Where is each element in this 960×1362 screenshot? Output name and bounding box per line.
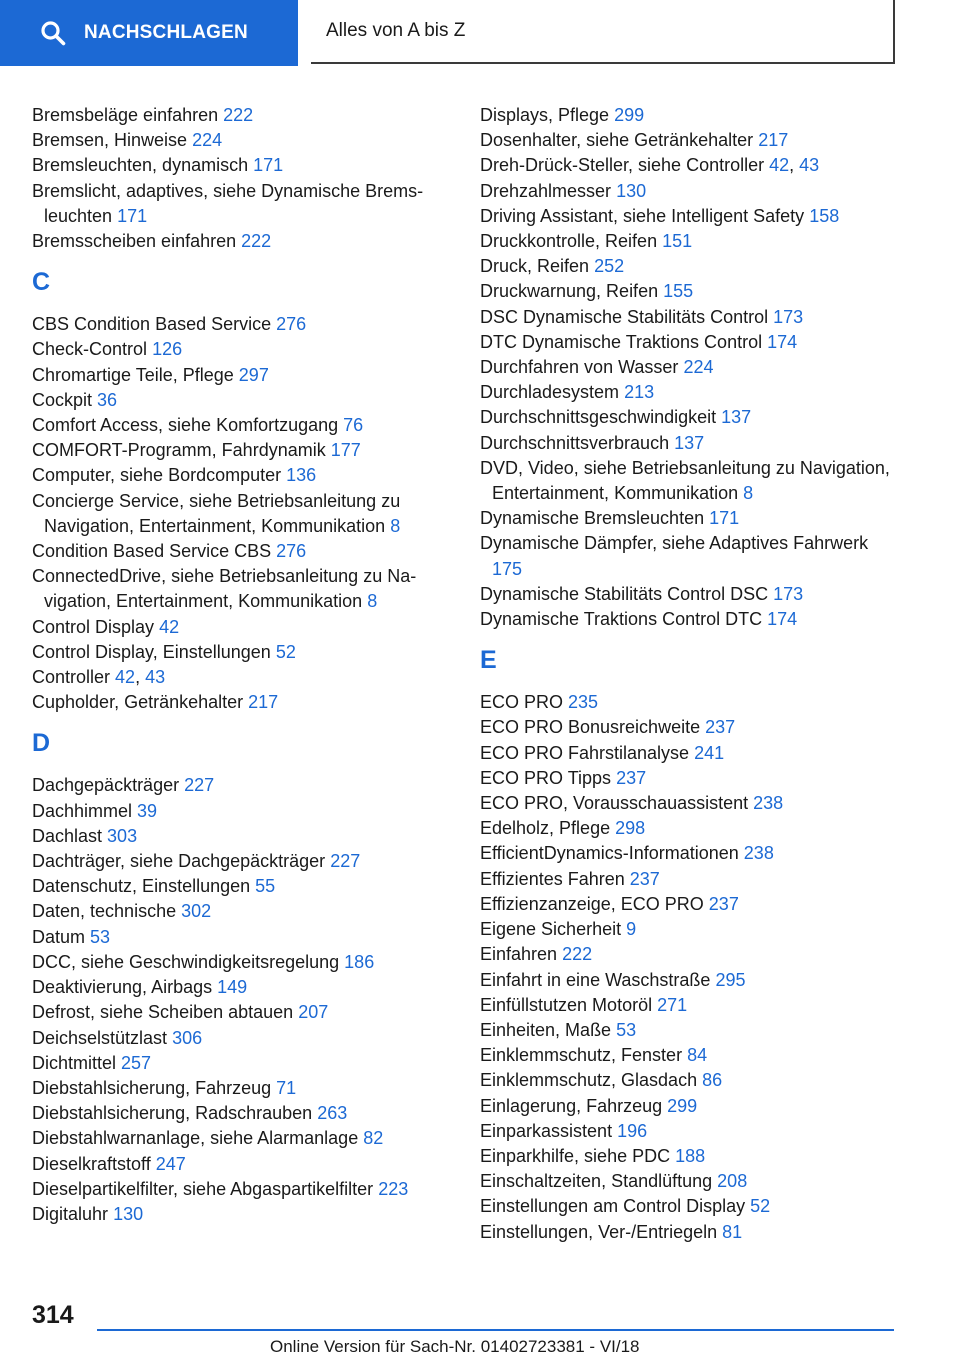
index-entry-term: ECO PRO — [480, 692, 564, 713]
page-reference-link[interactable]: 208 — [717, 1171, 748, 1192]
index-entry — [480, 993, 900, 1018]
index-entry-term: Concierge Service, siehe Betriebsanleitung zu Navigation, Entertainment, Kommunikation — [32, 490, 401, 536]
index-entry — [480, 791, 900, 816]
page-reference-link[interactable]: 295 — [715, 969, 746, 990]
index-column-left — [32, 103, 452, 1227]
index-entry — [32, 388, 452, 413]
index-entry — [480, 942, 900, 967]
page-reference-link[interactable]: 171 — [253, 155, 284, 176]
index-entry-term: Bremsleuchten, dynamisch — [32, 155, 249, 176]
index-entry-term: Einheiten, Maße — [480, 1019, 612, 1040]
index-entry-term: Condition Based Service CBS — [32, 541, 272, 562]
index-entry — [32, 690, 452, 715]
index-entry-term: Cockpit — [32, 389, 93, 410]
page-reference-link[interactable]: 8 — [367, 591, 378, 612]
index-entry — [32, 899, 452, 924]
index-entry-term: Dosenhalter, siehe Getränkehalter — [480, 130, 754, 151]
index-entry — [32, 849, 452, 874]
index-entry — [480, 741, 900, 766]
page-reference-link[interactable]: 222 — [241, 231, 272, 252]
page-separator: , — [135, 667, 146, 688]
index-entry — [480, 431, 900, 456]
page-reference-link[interactable]: 213 — [624, 382, 655, 403]
page-reference-link[interactable]: 42 — [769, 155, 790, 176]
index-entry-term: Deaktivierung, Airbags — [32, 977, 213, 998]
page-reference-link[interactable]: 171 — [709, 508, 740, 529]
page-reference-link[interactable]: 217 — [248, 692, 279, 713]
page-reference-link[interactable]: 276 — [276, 541, 307, 562]
index-entry — [32, 539, 452, 564]
index-entry — [480, 254, 900, 279]
index-entry-term: Dreh-Drück-Steller, siehe Controller — [480, 155, 765, 176]
index-entry — [32, 665, 452, 690]
page-reference-link[interactable]: 136 — [286, 465, 317, 486]
index-entry — [32, 337, 452, 362]
page-reference-link[interactable]: 9 — [626, 919, 637, 940]
index-entry — [480, 582, 900, 607]
index-entry-term: Displays, Pflege — [480, 105, 610, 125]
page-reference-link[interactable]: 252 — [594, 256, 625, 277]
index-entry-term: Dieselpartikelfilter, siehe Abgaspartikelfilter — [32, 1178, 374, 1199]
index-entry — [480, 715, 900, 740]
page-reference-link[interactable]: 82 — [363, 1128, 384, 1149]
index-entry-term: Einlagerung, Fahrzeug — [480, 1095, 663, 1116]
index-entry-term: Einklemmschutz, Glasdach — [480, 1070, 698, 1091]
index-entry — [480, 841, 900, 866]
footer-divider — [97, 1329, 894, 1331]
index-entry — [480, 330, 900, 355]
index-entry-term: Dachlast — [32, 825, 103, 846]
page-reference-link[interactable]: 76 — [343, 415, 364, 436]
index-entry — [480, 766, 900, 791]
page-reference-link[interactable]: 302 — [181, 901, 212, 922]
index-entry — [480, 128, 900, 153]
index-entry — [32, 413, 452, 438]
index-entry — [480, 1194, 900, 1219]
page-reference-link[interactable]: 297 — [238, 364, 269, 385]
online-version-note: Online Version für Sach-Nr. 01402723381 - VI/18 — [270, 1337, 640, 1356]
page-reference-link[interactable]: 53 — [90, 926, 111, 947]
index-entry — [32, 874, 452, 899]
index-entry — [480, 1043, 900, 1068]
page-reference-link[interactable]: 235 — [568, 692, 599, 713]
index-entry-term: Dynamische Bremsleuchten — [480, 508, 705, 529]
index-entry — [32, 489, 452, 539]
page-reference-link[interactable]: 237 — [705, 717, 736, 738]
index-entry — [480, 892, 900, 917]
page-reference-link[interactable]: 196 — [617, 1120, 648, 1141]
index-entry-term: DSC Dynamische Stabilitäts Control — [480, 306, 769, 327]
index-entry — [480, 380, 900, 405]
index-entry-term: Datum — [32, 926, 86, 947]
index-entry — [480, 229, 900, 254]
page-reference-link[interactable]: 175 — [492, 558, 523, 579]
index-entry-term: Dynamische Traktions Control DTC — [480, 609, 763, 630]
page-reference-link[interactable]: 217 — [758, 130, 789, 151]
page-reference-link[interactable]: 306 — [172, 1027, 203, 1048]
index-entry-term: Defrost, siehe Scheiben abtauen — [32, 1002, 294, 1023]
index-entry-term: Digitaluhr — [32, 1203, 109, 1224]
index-entry — [32, 1000, 452, 1025]
index-entry-term: Controller — [32, 667, 111, 688]
index-entry-term: Einparkassistent — [480, 1120, 613, 1141]
index-entry — [32, 153, 452, 178]
page-reference-link[interactable]: 303 — [107, 825, 138, 846]
index-entry — [480, 1169, 900, 1194]
index-entry — [32, 1202, 452, 1227]
index-entry — [480, 690, 900, 715]
page-reference-link[interactable]: 222 — [223, 105, 254, 125]
index-entry — [480, 1068, 900, 1093]
index-entry-term: Dachgepäckträger — [32, 775, 180, 796]
page-reference-link[interactable]: 42 — [159, 616, 180, 637]
index-entry — [32, 799, 452, 824]
index-entry — [32, 463, 452, 488]
page-reference-link[interactable]: 86 — [702, 1070, 723, 1091]
page-reference-link[interactable]: 227 — [330, 851, 361, 872]
page-reference-link[interactable]: 71 — [276, 1077, 297, 1098]
index-entry — [480, 204, 900, 229]
index-entry — [32, 363, 452, 388]
index-entry — [32, 564, 452, 614]
index-entry — [32, 1101, 452, 1126]
page-reference-link[interactable]: 227 — [184, 775, 215, 796]
tab-nachschlagen[interactable] — [0, 0, 298, 66]
page-reference-link[interactable]: 298 — [615, 818, 646, 839]
page-reference-link[interactable]: 241 — [694, 742, 725, 763]
index-entry-term: Druck, Reifen — [480, 256, 590, 277]
index-entry-term: COMFORT-Programm, Fahrdynamik — [32, 440, 326, 461]
index-entry — [32, 1026, 452, 1051]
index-entry-term: Durchfahren von Wasser — [480, 357, 679, 378]
page-reference-link[interactable]: 8 — [743, 483, 754, 504]
index-entry — [480, 153, 900, 178]
page-reference-link[interactable]: 149 — [217, 977, 248, 998]
page-reference-link[interactable]: 257 — [121, 1052, 152, 1073]
index-entry — [480, 917, 900, 942]
index-entry — [480, 1094, 900, 1119]
page-reference-link[interactable]: 43 — [799, 155, 820, 176]
index-entry — [32, 229, 452, 254]
index-entry — [32, 975, 452, 1000]
index-entry — [480, 506, 900, 531]
page-header — [0, 0, 960, 66]
index-entry — [32, 1177, 452, 1202]
tab-label: NACHSCHLAGEN — [84, 22, 248, 43]
index-entry-term: Drehzahlmesser — [480, 180, 612, 201]
index-entry-term: ConnectedDrive, siehe Betriebsanleitung zu Navigation, Entertainment, Kommunikation — [32, 566, 417, 612]
index-entry-term: Chromartige Teile, Pflege — [32, 364, 234, 385]
index-entry — [32, 438, 452, 463]
index-entry — [32, 950, 452, 975]
page-reference-link[interactable]: 174 — [767, 609, 798, 630]
index-entry — [32, 128, 452, 153]
page-reference-link[interactable]: 247 — [155, 1153, 186, 1174]
index-entry — [32, 1051, 452, 1076]
index-entry-term: Durchladesystem — [480, 382, 620, 403]
index-entry-term: Bremsbeläge einfahren — [32, 105, 219, 125]
index-entry-term: Durchschnittsgeschwindigkeit — [480, 407, 717, 428]
page-reference-link[interactable]: 271 — [657, 994, 688, 1015]
index-entry-term: Dichtmittel — [32, 1052, 117, 1073]
page-reference-link[interactable]: 237 — [708, 893, 739, 914]
index-entry-term: Einschaltzeiten, Standlüftung — [480, 1171, 713, 1192]
page-number: 314 — [32, 1301, 74, 1329]
index-entry — [480, 179, 900, 204]
page-reference-link[interactable]: 173 — [773, 583, 804, 604]
index-entry-term: Diebstahlsicherung, Fahrzeug — [32, 1077, 272, 1098]
page-reference-link[interactable]: 171 — [117, 205, 148, 226]
page-reference-link[interactable]: 173 — [773, 306, 804, 327]
index-entry — [480, 456, 900, 506]
page-reference-link[interactable]: 137 — [721, 407, 752, 428]
index-column-right — [480, 103, 900, 1245]
section-title: Alles von A bis Z — [311, 0, 895, 64]
page-reference-link[interactable]: 36 — [97, 389, 118, 410]
index-entry-term: Einparkhilfe, siehe PDC — [480, 1145, 671, 1166]
index-entry-term: Deichselstützlast — [32, 1027, 168, 1048]
page-reference-link[interactable]: 177 — [330, 440, 361, 461]
index-entry — [32, 640, 452, 665]
page-reference-link[interactable]: 237 — [616, 767, 647, 788]
index-entry — [480, 405, 900, 430]
index-entry — [480, 103, 900, 128]
page-reference-link[interactable]: 263 — [317, 1103, 348, 1124]
page-reference-link[interactable]: 39 — [137, 800, 158, 821]
search-icon — [40, 20, 66, 46]
page-reference-link[interactable]: 174 — [767, 331, 798, 352]
index-entry-term: Einfahren — [480, 944, 558, 965]
index-entry-term: Einklemmschutz, Fenster — [480, 1045, 683, 1066]
index-entry — [32, 103, 452, 128]
index-entry-term: EfficientDynamics-Informationen — [480, 843, 739, 864]
index-entry — [480, 607, 900, 632]
page-reference-link[interactable]: 188 — [675, 1145, 706, 1166]
index-entry — [480, 968, 900, 993]
index-entry-term: DTC Dynamische Traktions Control — [480, 331, 763, 352]
index-entry — [480, 305, 900, 330]
page-reference-link[interactable]: 158 — [809, 205, 840, 226]
page-reference-link[interactable]: 52 — [275, 641, 296, 662]
index-entry-term: Einstellungen am Control Display — [480, 1196, 746, 1217]
page-reference-link[interactable]: 81 — [722, 1221, 743, 1242]
page-reference-link[interactable]: 276 — [276, 314, 307, 335]
index-entry — [32, 1152, 452, 1177]
page-reference-link[interactable]: 126 — [152, 339, 183, 360]
page-reference-link[interactable]: 84 — [687, 1045, 708, 1066]
index-entry-term: Dynamische Stabilitäts Control DSC — [480, 583, 769, 604]
page-separator: , — [789, 155, 800, 176]
page-reference-link[interactable]: 299 — [614, 105, 645, 125]
page-reference-link[interactable]: 224 — [683, 357, 714, 378]
index-entry-term: ECO PRO Bonusreichweite — [480, 717, 701, 738]
page-reference-link[interactable]: 224 — [192, 130, 223, 151]
page-reference-link[interactable]: 186 — [344, 951, 375, 972]
index-entry — [480, 279, 900, 304]
index-letter-heading: C — [32, 268, 51, 297]
index-entry — [32, 312, 452, 337]
index-entry-term: Diebstahlwarnanlage, siehe Alarmanlage — [32, 1128, 359, 1149]
index-letter-heading: E — [480, 646, 497, 675]
index-entry — [480, 531, 900, 581]
page-reference-link[interactable]: 223 — [378, 1178, 409, 1199]
index-entry-term: Edelholz, Pflege — [480, 818, 611, 839]
index-entry-term: Datenschutz, Einstellungen — [32, 876, 251, 897]
index-entry-term: Computer, siehe Bordcomputer — [32, 465, 282, 486]
page-reference-link[interactable]: 238 — [743, 843, 774, 864]
page-reference-link[interactable]: 53 — [616, 1019, 637, 1040]
index-entry-term: Druckkontrolle, Reifen — [480, 231, 658, 252]
page-reference-link[interactable]: 237 — [629, 868, 660, 889]
index-letter-heading: D — [32, 729, 51, 758]
page-reference-link[interactable]: 299 — [667, 1095, 698, 1116]
index-entry-term: DCC, siehe Geschwindigkeitsregelung — [32, 951, 340, 972]
index-entry — [480, 1018, 900, 1043]
page-reference-link[interactable]: 238 — [753, 793, 784, 814]
index-entry-term: Comfort Access, siehe Komfortzugang — [32, 415, 339, 436]
page-reference-link[interactable]: 8 — [390, 515, 401, 536]
page-reference-link[interactable]: 130 — [616, 180, 647, 201]
index-entry-term: Diebstahlsicherung, Radschrauben — [32, 1103, 313, 1124]
index-entry-term: Driving Assistant, siehe Intelligent Safety — [480, 205, 805, 226]
page-reference-link[interactable]: 207 — [298, 1002, 329, 1023]
page-reference-link[interactable]: 43 — [145, 667, 166, 688]
index-entry — [32, 179, 452, 229]
page-reference-link[interactable]: 130 — [113, 1203, 144, 1224]
index-entry-term: Einstellungen, Ver-/Entriegeln — [480, 1221, 718, 1242]
page-reference-link[interactable]: 42 — [115, 667, 136, 688]
page-reference-link[interactable]: 52 — [750, 1196, 771, 1217]
index-entry-term: Daten, technische — [32, 901, 177, 922]
index-entry-term: Dachhimmel — [32, 800, 133, 821]
index-entry — [32, 925, 452, 950]
index-entry-term: Dachträger, siehe Dachgepäckträger — [32, 851, 326, 872]
index-entry — [480, 1144, 900, 1169]
index-entry-term: DVD, Video, siehe Betriebsanleitung zu Navigation, Entertainment, Kommunikation — [480, 457, 890, 504]
page-reference-link[interactable]: 151 — [662, 231, 693, 252]
index-entry-term: Durchschnittsverbrauch — [480, 432, 670, 453]
index-entry-term: ECO PRO Tipps — [480, 767, 612, 788]
index-entry-term: Dieselkraftstoff — [32, 1153, 151, 1174]
index-entry-term: ECO PRO Fahrstilanalyse — [480, 742, 690, 763]
index-entry-term: Einfüllstutzen Motoröl — [480, 994, 653, 1015]
index-entry-term: Einfahrt in eine Waschstraße — [480, 969, 711, 990]
index-entry-term: Druckwarnung, Reifen — [480, 281, 659, 302]
index-entry — [480, 867, 900, 892]
index-entry — [480, 1220, 900, 1245]
page-reference-link[interactable]: 137 — [674, 432, 705, 453]
index-entry-term: Control Display — [32, 616, 155, 637]
index-entry-term: Effizientes Fahren — [480, 868, 625, 889]
index-entry-term: Dynamische Dämpfer, siehe Adaptives Fahrwerk — [480, 533, 869, 554]
index-entry — [32, 1076, 452, 1101]
page-reference-link[interactable]: 155 — [663, 281, 694, 302]
index-entry — [32, 1126, 452, 1151]
index-entry-term: Check-Control — [32, 339, 148, 360]
index-entry — [32, 773, 452, 798]
index-entry — [480, 355, 900, 380]
index-entry — [32, 824, 452, 849]
index-entry-term: Effizienzanzeige, ECO PRO — [480, 893, 704, 914]
index-entry-term: Bremsen, Hinweise — [32, 130, 188, 151]
page-reference-link[interactable]: 222 — [562, 944, 593, 965]
page-reference-link[interactable]: 55 — [255, 876, 276, 897]
index-entry — [480, 816, 900, 841]
index-entry-term: Bremsscheiben einfahren — [32, 231, 237, 252]
index-entry-term: Bremslicht, adaptives, siehe Dynamische Bremsleuchten — [32, 180, 424, 226]
index-entry-term: Cupholder, Getränkehalter — [32, 692, 244, 713]
index-entry-term: Eigene Sicherheit — [480, 919, 622, 940]
index-entry-term: ECO PRO, Vorausschauassistent — [480, 793, 749, 814]
index-entry — [480, 1119, 900, 1144]
index-entry-term: CBS Condition Based Service — [32, 314, 272, 335]
index-entry-term: Control Display, Einstellungen — [32, 641, 271, 662]
index-entry — [32, 615, 452, 640]
